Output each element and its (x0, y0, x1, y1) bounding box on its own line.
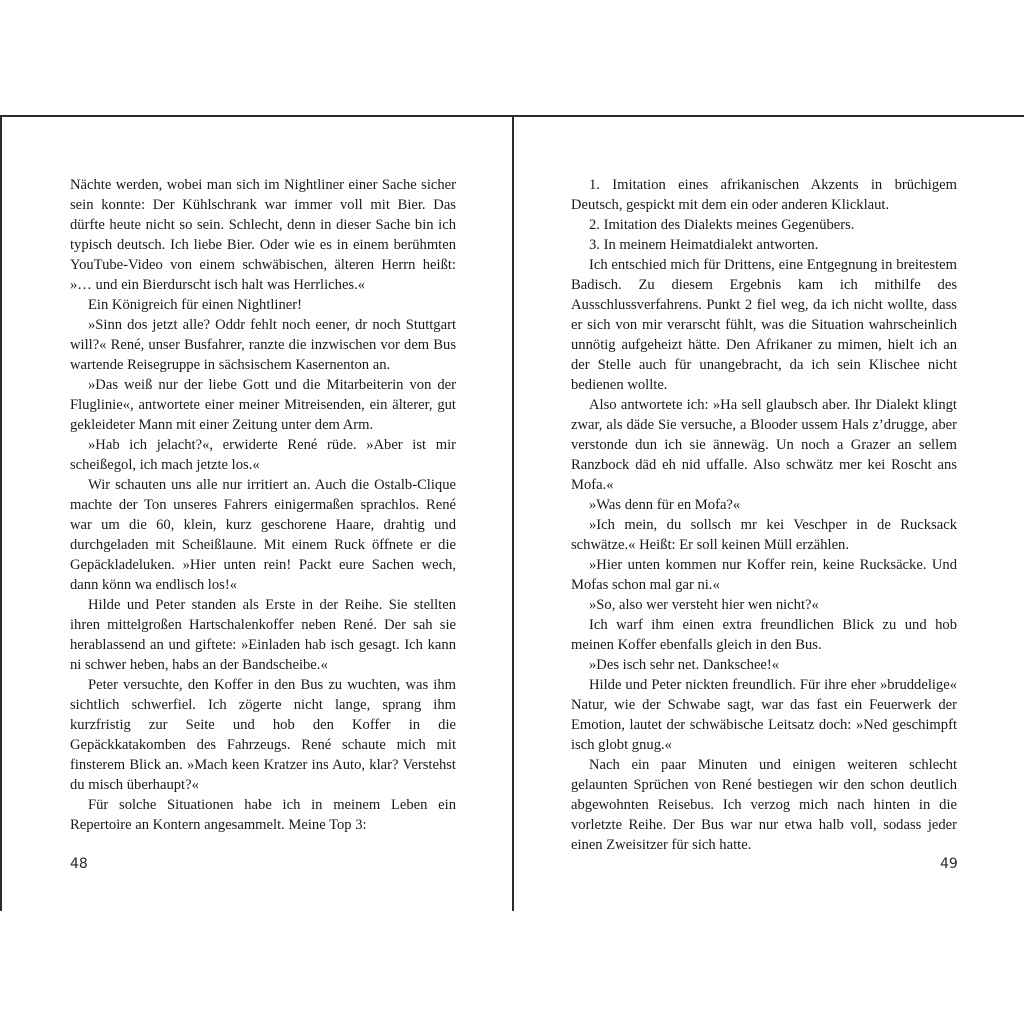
paragraph: Ich entschied mich für Drittens, eine Entgegnung in breitestem Badisch. Zu diesem Ergebnis kam ich mithilfe des Ausschlussverfahrens. Punkt 2 fiel weg, da ich nicht wollte, dass er sich von mir verarscht fühlt, was die Situation wahrscheinlich unnötig aufgeheizt hätte. Den Afrikaner zu mimen, hielt ich an der Stelle auch für unangebracht, da ich sein Klischee nicht bedienen wollte. (571, 257, 957, 393)
paragraph: »So, also wer versteht hier wen nicht?« (589, 597, 819, 613)
paragraph: Also antwortete ich: »Ha sell glaubsch aber. Ihr Dialekt klingt zwar, als däde Sie versuche, a Blooder ussem Hals z’drugge, aber verstonde dun ich sie ännewäg. Un noch a Grazer an sellem Ranzbock däd eh nid uffalle. Also schwätz mer kei Roscht ans Mofa.« (571, 397, 957, 493)
book-gutter (512, 115, 514, 911)
paragraph: Nach ein paar Minuten und einigen weiteren schlecht gelaunten Sprüchen von René bestiegen wir den schon deutlich abgewohnten Reisebus. Ich verzog mich nach hinten in die vorletzte Reihe. Der Bus war nur etwa halb voll, sodass jeder einen Zweisitzer für sich hatte. (571, 757, 957, 853)
book-left-edge (0, 115, 2, 911)
right-page (571, 175, 957, 855)
page-number-left: 48 (70, 856, 88, 872)
paragraph: Hilde und Peter nickten freundlich. Für ihre eher »bruddelige« Natur, wie der Schwabe sagt, war das fast ein Feuerwerk der Emotion, lautet der schwäbische Leitsatz doch: »Ned geschimpft isch globt gnug.« (571, 677, 957, 753)
paragraph: Hilde und Peter standen als Erste in der Reihe. Sie stellten ihren mittelgroßen Hartschalenkoffer neben René. Der sah sie herablassend an und giftete: »Einladen hab isch gesagt. Ich kann ni schwer heben, habs an der Bandscheibe.« (70, 597, 456, 673)
paragraph: Wir schauten uns alle nur irritiert an. Auch die Ostalb-Clique machte der Ton unseres Fahrers einigermaßen sprachlos. René war um die 60, klein, kurz geschorene Haare, drahtig und durchgeladen mit Scheißlaune. Mit einem Ruck öffnete er die Gepäckladeluken. »Hier unten rein! Packt eure Sachen wech, dann könn wa endlisch los!« (70, 477, 456, 593)
paragraph: Peter versuchte, den Koffer in den Bus zu wuchten, was ihm sichtlich schwerfiel. Ich zögerte nicht lange, sprang ihm kurzfristig zur Seite und hob den Koffer in die Gepäckkatakomben des Fahrzeugs. René schaute mich mit finsterem Blick an. »Mach keen Kratzer ins Auto, klar? Verstehst du misch überhaupt?« (70, 677, 456, 793)
paragraph: »Was denn für en Mofa?« (589, 497, 741, 513)
list-item: 1. Imitation eines afrikanischen Akzents in brüchigem Deutsch, gespickt mit dem ein oder anderen Klicklaut. (571, 177, 957, 213)
page-number-right: 49 (940, 856, 958, 872)
paragraph: Nächte werden, wobei man sich im Nightliner einer Sache sicher sein konnte: Der Kühlschrank war immer voll mit Bier. Das dürfte heute nicht so sein. Schlecht, denn in dieser Sache bin ich typisch deutsch. Ich liebe Bier. Oder wie es in einem berühmten YouTube-Video von einem schwäbischen, älteren Herrn heißt: »… und ein Bierdurscht isch halt was Herrliches.« (70, 177, 456, 293)
paragraph: »Das weiß nur der liebe Gott und die Mitarbeiterin von der Fluglinie«, antwortete einer meiner Mitreisenden, ein älterer, gut gekleideter Mann mit einer Zeitung unter dem Arm. (70, 377, 456, 433)
paragraph: »Ich mein, du sollsch mr kei Veschper in de Rucksack schwätze.« Heißt: Er soll keinen Müll erzählen. (571, 517, 957, 553)
list-item: 2. Imitation des Dialekts meines Gegenübers. (589, 217, 855, 233)
paragraph: »Hab ich jelacht?«, erwiderte René rüde. »Aber ist mir scheißegol, ich mach jetzte los.« (70, 437, 456, 473)
paragraph: »Des isch sehr net. Dankschee!« (589, 657, 780, 673)
paragraph: »Sinn dos jetzt alle? Oddr fehlt noch eener, dr noch Stuttgart will?« René, unser Busfahrer, ranzte die inzwischen vor dem Bus wartende Reisegruppe in sächsischem Kasernenton an. (70, 317, 456, 373)
paragraph: Ein Königreich für einen Nightliner! (88, 297, 302, 313)
left-page (70, 175, 456, 835)
paragraph: »Hier unten kommen nur Koffer rein, keine Rucksäcke. Und Mofas schon mal gar ni.« (571, 557, 957, 593)
list-item: 3. In meinem Heimatdialekt antworten. (589, 237, 819, 253)
paragraph: Ich warf ihm einen extra freundlichen Blick zu und hob meinen Koffer ebenfalls gleich in den Bus. (571, 617, 957, 653)
paragraph: Für solche Situationen habe ich in meinem Leben ein Repertoire an Kontern angesammelt. Meine Top 3: (70, 797, 456, 833)
